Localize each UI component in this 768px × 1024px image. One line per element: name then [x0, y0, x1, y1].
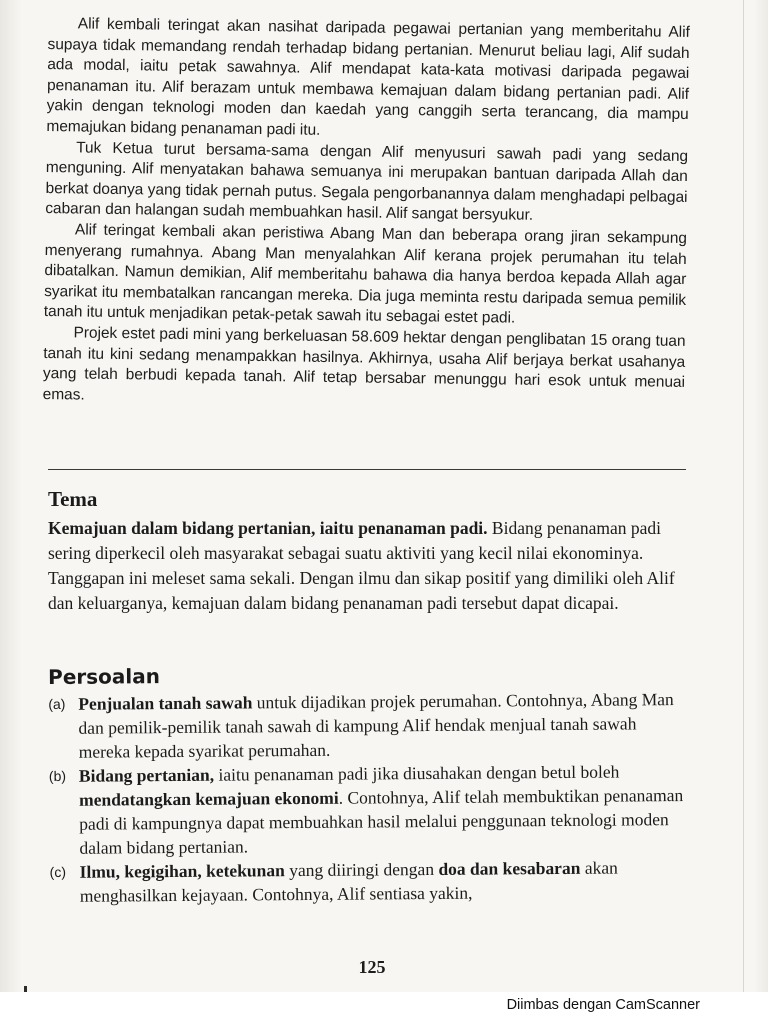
persoalan-item-label: (b)	[48, 767, 67, 784]
tema-text: Bidang penanaman padi sering diperkecil oleh masyarakat sebagai suatu aktiviti yang kecil nilai ekonominya. Tanggapan ini meleset sama sekali. Dengan ilmu dan sikap positif yang dimiliki oleh Alif dan keluarganya, kemajuan dalam bidang penanaman padi tersebut dapat dicapai.	[48, 518, 675, 613]
story-summary	[43, 14, 690, 414]
persoalan-item-bold-text: Ilmu, kegigihan, ketekunan	[79, 860, 285, 882]
persoalan-list	[48, 687, 690, 908]
scan-shadow-left	[0, 0, 22, 1024]
persoalan-item-plain-text: akan menghasilkan kejayaan. Contohnya, Alif sentiasa yakin,	[79, 857, 618, 906]
tema-section	[48, 486, 688, 616]
persoalan-item-text	[80, 855, 690, 908]
story-paragraph-2: Tuk Ketua turut bersama-sama dengan Alif menyusuri sawah padi yang sedang menguning. Alif menyatakan bahawa semuanya ini merupakan bantuan daripada Allah dan berkat doanya yang tidak pernah putus. Segala pengorbanannya dalam menghadapi pelbagai cabaran dan halangan sudah membuahkan hasil. Alif sangat bersyukur.	[45, 138, 689, 225]
scanner-watermark: Diimbas dengan CamScanner	[506, 997, 700, 1013]
persoalan-item-label: (c)	[49, 863, 67, 880]
persoalan-item-text	[78, 687, 689, 764]
persoalan-item-bold-text: Penjualan tanah sawah	[78, 692, 253, 714]
persoalan-section	[48, 659, 690, 908]
tema-bold-lead: Kemajuan dalam bidang pertanian, iaitu penanaman padi.	[48, 518, 488, 538]
page-edge-line	[743, 0, 744, 1000]
scan-shadow-right	[754, 0, 768, 1024]
section-divider	[48, 469, 686, 470]
persoalan-item-plain-text: . Contohnya, Alif telah membuktikan penanaman padi di kampungnya dapat membuahkan hasil melalui penggunaan teknologi moden dalam bidang pertanian.	[79, 785, 684, 858]
persoalan-item-label: (a)	[48, 695, 66, 712]
tema-body	[48, 516, 688, 616]
persoalan-item-bold-text: doa dan kesabaran	[438, 857, 581, 879]
story-paragraph-4: Projek estet padi mini yang berkeluasan 58.609 hektar dengan penglibatan 15 orang tuan tanah itu kini sedang menampakkan hasilnya. Akhirnya, usaha Alif berjaya berkat usahanya yang telah berbudi kepada tanah. Alif tetap bersabar menunggu hari esok untuk menuai emas.	[42, 324, 686, 404]
persoalan-item-bold-text: mendatangkan kemajuan ekonomi	[78, 787, 339, 810]
persoalan-heading: Persoalan	[48, 664, 161, 689]
persoalan-item-plain-text: iaitu penanaman padi jika diusahakan dengan betul boleh	[213, 761, 620, 785]
story-paragraph-1: Alif kembali teringat akan nasihat daripada pegawai pertanian yang memberitahu Alif supaya tidak memandang rendah terhadap bidang pertanian. Menurut beliau lagi, Alif sudah ada modal, iaitu petak sawahnya. Alif mendapat kata-kata motivasi daripada pegawai penanaman itu. Alif berazam untuk membawa kemajuan dalam bidang pertanian padi. Alif yakin dengan teknologi moden dan kaedah yang canggih serta terancang, dia mampu memajukan bidang penanaman padi itu.	[46, 15, 690, 139]
persoalan-item	[48, 687, 689, 764]
story-paragraph-3: Alif teringat kembali akan peristiwa Abang Man dan beberapa orang jiran sekampung menyerang rumahnya. Abang Man menyalahkan Alif kerana projek perumahan itu telah dibatalkan. Namun demikian, Alif memberitahu bahawa dia hanya berdoa kepada Allah agar syarikat itu membatalkan rancangan mereka. Dia juga meminta restu daripada semua pemilik tanah itu untuk menjadikan petak-petak sawah itu sebagai estet padi.	[43, 221, 688, 327]
persoalan-item-text	[79, 759, 690, 860]
persoalan-item	[49, 759, 690, 860]
persoalan-item	[50, 855, 690, 908]
tema-heading: Tema	[48, 487, 98, 511]
persoalan-item-plain-text: untuk dijadikan projek perumahan. Contohnya, Abang Man dan pemilik-pemilik tanah sawah di kampung Alif hendak menjual tanah sawah mereka kepada syarikat perumahan.	[78, 689, 674, 762]
persoalan-item-bold-text: Bidang pertanian,	[78, 764, 215, 786]
persoalan-item-plain-text: yang diiringi dengan	[284, 858, 439, 881]
page-number: 125	[358, 957, 386, 977]
